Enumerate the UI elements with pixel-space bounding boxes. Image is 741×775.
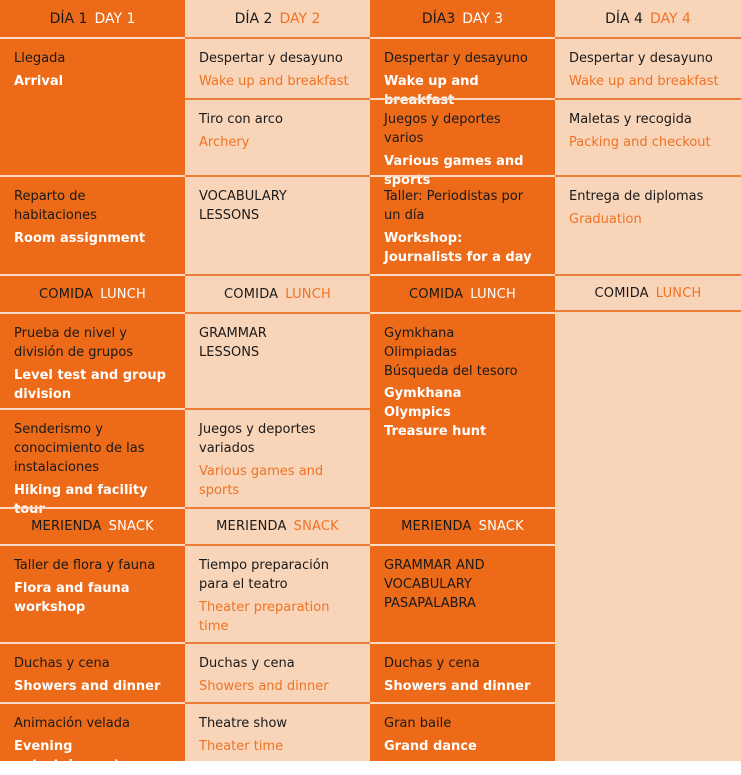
meal-es: MERIENDA xyxy=(401,519,472,534)
activity-caps: GRAMMAR AND VOCABULARY PASAPALABRA xyxy=(384,558,485,611)
meal-es: COMIDA xyxy=(224,286,279,302)
activity-caps: GRAMMAR LESSONS xyxy=(199,326,267,360)
day-1-header xyxy=(0,0,185,37)
day-2-column xyxy=(185,0,370,761)
activity-es: Senderismo y conocimiento de las instalaciones xyxy=(14,422,145,475)
activity-en: Room assignment xyxy=(14,231,146,246)
meal-en: SNACK xyxy=(293,519,339,534)
activity-es: Gran baile xyxy=(384,716,452,731)
activity-en: Various games and sports xyxy=(384,154,524,188)
activity-en: Gymkhana xyxy=(384,386,462,401)
activity-es: Despertar y desayuno xyxy=(384,51,528,66)
activity-cell xyxy=(185,312,370,408)
meal-es: MERIENDA xyxy=(216,519,287,534)
activity-es: Taller de flora y fauna xyxy=(14,558,156,573)
activity-es: Llegada xyxy=(14,51,66,66)
lunch-header xyxy=(555,274,741,312)
day-header-en: DAY 2 xyxy=(279,10,321,27)
activity-cell xyxy=(370,37,555,108)
activity-en: Level test and group division xyxy=(14,368,166,402)
activity-cell xyxy=(370,642,555,702)
meal-en: SNACK xyxy=(108,519,154,534)
meal-es: COMIDA xyxy=(409,286,464,302)
activity-es: Gymkhana xyxy=(384,326,455,341)
activity-es: Búsqueda del tesoro xyxy=(384,364,518,379)
day-header-en: DAY 4 xyxy=(649,10,691,27)
day-3-column xyxy=(370,0,555,761)
meal-en: LUNCH xyxy=(285,286,331,302)
activity-en: Evening entertainment xyxy=(14,739,121,773)
meal-en: LUNCH xyxy=(655,285,702,301)
activity-cell xyxy=(555,98,741,175)
activity-cell xyxy=(555,37,741,98)
activity-cell xyxy=(0,408,185,517)
activity-es: Duchas y cena xyxy=(199,656,295,671)
day-2-header xyxy=(185,0,370,37)
snack-header xyxy=(185,507,370,544)
day-1-column xyxy=(0,0,185,773)
activity-es: Despertar y desayuno xyxy=(199,51,343,66)
activity-es: Animación velada xyxy=(14,716,130,731)
activity-en: Showers and dinner xyxy=(199,679,329,694)
activity-es: Duchas y cena xyxy=(14,656,110,671)
activity-cell xyxy=(0,37,185,175)
activity-en: Graduation xyxy=(569,212,642,227)
activity-cell xyxy=(185,544,370,642)
activity-caps: VOCABULARY LESSONS xyxy=(199,189,287,223)
activity-cell xyxy=(185,175,370,274)
activity-en: Theater preparation time xyxy=(199,600,330,634)
activity-es: Taller: Periodistas por un día xyxy=(384,189,524,223)
meal-es: MERIENDA xyxy=(31,519,102,534)
activity-es: Maletas y recogida xyxy=(569,112,692,127)
activity-cell xyxy=(555,175,741,274)
activity-es: Duchas y cena xyxy=(384,656,480,671)
activity-cell xyxy=(185,408,370,507)
activity-en: Grand dance xyxy=(384,739,477,754)
activity-cell xyxy=(0,702,185,773)
activity-cell xyxy=(185,702,370,761)
activity-es: Theatre show xyxy=(199,716,288,731)
activity-cell xyxy=(370,312,555,507)
lunch-header xyxy=(0,274,185,312)
day-header-en: DAY 3 xyxy=(462,10,504,27)
meal-en: LUNCH xyxy=(470,286,516,302)
meal-es: COMIDA xyxy=(39,286,94,302)
day-3-header xyxy=(370,0,555,37)
activity-en: Various games and sports xyxy=(199,464,324,498)
activity-en: Showers and dinner xyxy=(14,679,161,694)
activity-es: Reparto de habitaciones xyxy=(14,189,97,223)
day-4-column xyxy=(555,0,741,761)
activity-es: Juegos y deportes varios xyxy=(384,112,501,146)
activity-cell xyxy=(370,175,555,274)
meal-en: SNACK xyxy=(478,519,524,534)
day-header-en: DAY 1 xyxy=(94,10,136,27)
activity-en: Arrival xyxy=(14,74,64,89)
activity-en: Wake up and breakfast xyxy=(384,74,479,108)
activity-en: Wake up and breakfast xyxy=(569,74,719,89)
activity-cell xyxy=(370,544,555,642)
activity-en: Olympics xyxy=(384,405,451,420)
activity-en: Showers and dinner xyxy=(384,679,531,694)
activity-es: Prueba de nivel y división de grupos xyxy=(14,326,134,360)
day-header-es: DÍA 2 xyxy=(234,10,273,27)
meal-es: COMIDA xyxy=(594,285,649,301)
activity-en: Archery xyxy=(199,135,250,150)
activity-cell xyxy=(185,37,370,98)
activity-es: Juegos y deportes variados xyxy=(199,422,316,456)
activity-cell xyxy=(0,642,185,702)
activity-en: Theater time xyxy=(199,739,284,754)
day-header-es: DÍA3 xyxy=(421,10,456,27)
lunch-header xyxy=(185,274,370,312)
day-header-es: DÍA 4 xyxy=(605,10,643,27)
activity-es: Tiro con arco xyxy=(199,112,283,127)
activity-en: Packing and checkout xyxy=(569,135,711,150)
activity-cell xyxy=(0,175,185,274)
activity-cell xyxy=(185,642,370,702)
activity-en: Treasure hunt xyxy=(384,424,487,439)
activity-es: Despertar y desayuno xyxy=(569,51,713,66)
activity-es: Entrega de diplomas xyxy=(569,189,704,204)
activity-cell xyxy=(185,98,370,175)
activity-en: Hiking and facility tour xyxy=(14,483,148,517)
activity-cell xyxy=(370,98,555,188)
activity-cell xyxy=(0,544,185,642)
activity-cell xyxy=(0,312,185,408)
day-4-header xyxy=(555,0,741,37)
meal-en: LUNCH xyxy=(100,286,146,302)
snack-header xyxy=(0,507,185,544)
activity-cell xyxy=(370,702,555,761)
lunch-header xyxy=(370,274,555,312)
activity-en: Workshop: Journalists for a day xyxy=(384,231,532,265)
activity-es: Olimpiadas xyxy=(384,345,457,360)
activity-es: Tiempo preparación para el teatro xyxy=(199,558,329,592)
activity-en: Wake up and breakfast xyxy=(199,74,349,89)
day-header-es: DÍA 1 xyxy=(49,10,88,27)
snack-header xyxy=(370,507,555,544)
activity-en: Flora and fauna workshop xyxy=(14,581,130,615)
